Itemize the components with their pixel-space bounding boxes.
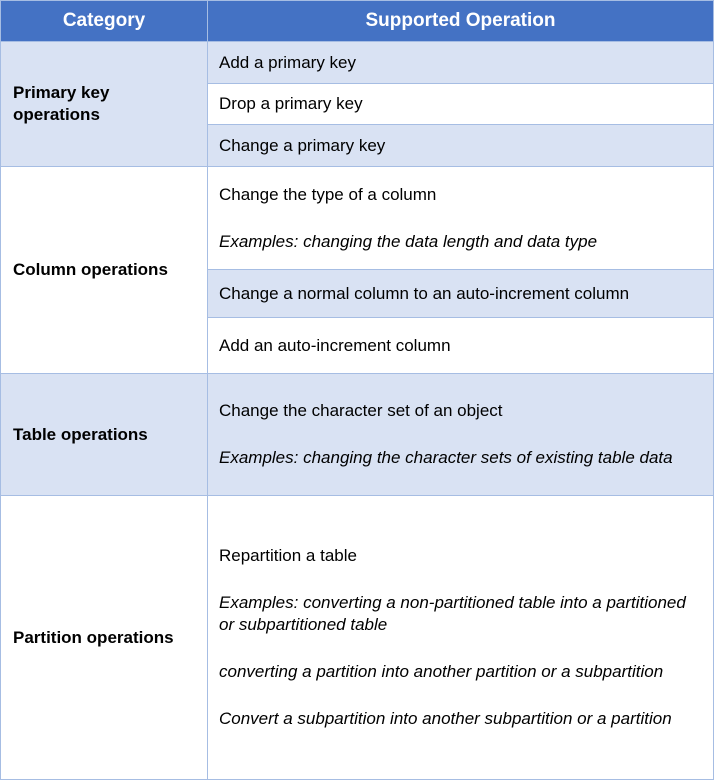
operation-text: Repartition a table	[219, 546, 357, 565]
table-row	[1, 496, 714, 780]
operation-text: Add a primary key	[219, 52, 356, 72]
operation-cell	[208, 125, 714, 167]
operation-text: Change the character set of an object	[219, 401, 503, 420]
example-text: Examples: converting a non-partitioned table into a partitioned or subpartitioned table	[219, 593, 686, 634]
category-cell: Primary key operations	[1, 42, 208, 167]
operation-text: Change a normal column to an auto-increment column	[219, 283, 630, 303]
example-text: Examples: changing the character sets of existing table data	[219, 448, 673, 467]
operation-cell	[208, 374, 714, 496]
category-header: Category	[1, 1, 208, 42]
operation-text: Change a primary key	[219, 135, 386, 155]
example-text: Convert a subpartition into another subpartition or a partition	[219, 709, 672, 728]
operation-cell	[208, 42, 714, 84]
header-row	[1, 1, 714, 42]
category-cell: Column operations	[1, 167, 208, 374]
operation-text: Change the type of a column	[219, 184, 437, 204]
category-cell: Partition operations	[1, 496, 208, 780]
operation-cell	[208, 496, 714, 780]
example-text: Examples: changing the data length and data type	[219, 231, 598, 251]
table-row	[1, 374, 714, 496]
operation-cell	[208, 167, 714, 270]
operation-text: Drop a primary key	[219, 94, 363, 113]
example-text: converting a partition into another partition or a subpartition	[219, 662, 664, 681]
operation-cell	[208, 84, 714, 125]
table-row	[1, 167, 714, 270]
category-cell: Table operations	[1, 374, 208, 496]
operation-cell	[208, 270, 714, 318]
operation-text: Add an auto-increment column	[219, 335, 451, 355]
operation-header: Supported Operation	[208, 1, 714, 42]
operation-cell	[208, 318, 714, 374]
table-row	[1, 42, 714, 84]
